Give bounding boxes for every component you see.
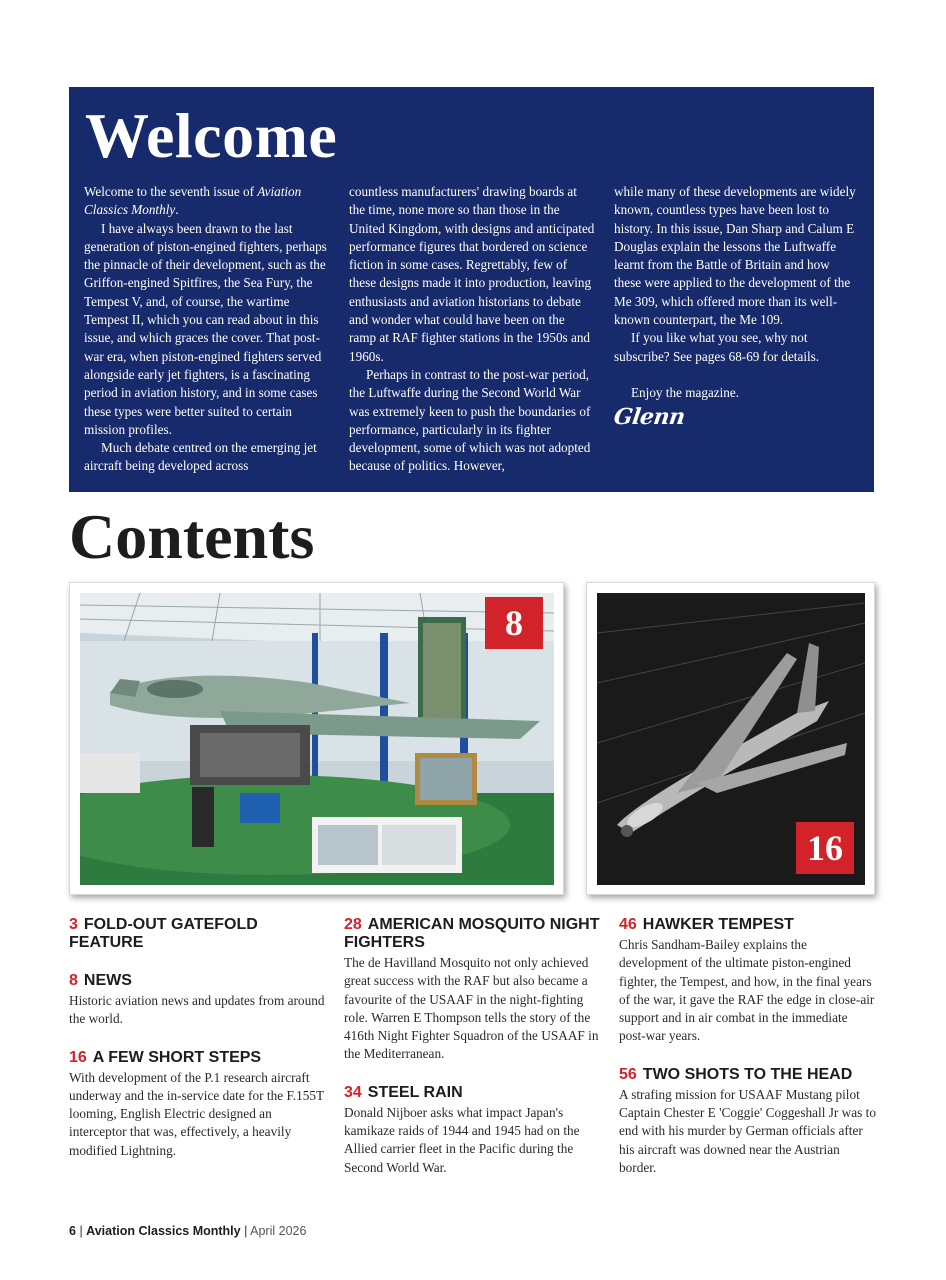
issue-date: April 2026	[250, 1224, 307, 1238]
entry-page-number: 28	[344, 916, 362, 933]
welcome-paragraph: Perhaps in contrast to the post-war period, the Luftwaffe during the Second World War was extremely keen to push the boundaries of performance, particularly in its fighter development, some of which was not adopted because of politics. However,	[349, 366, 591, 474]
magazine-title: Aviation Classics Monthly	[86, 1224, 241, 1238]
entry-page-number: 34	[344, 1083, 362, 1101]
page-badge-16: 16	[796, 822, 854, 874]
jet-model-photo	[597, 593, 865, 885]
contents-entry[interactable]	[69, 916, 327, 952]
entry-description: The de Havilland Mosquito not only achieved great success with the RAF but also became a favourite of the USAAF in the night-fighting role. Warren E Thompson tells the story of the 416th Night Fighter Squadron of the USAAF in the Mediterranean.	[344, 955, 599, 1062]
contents-entry[interactable]	[69, 972, 327, 1029]
entry-title: STEEL RAIN	[367, 1083, 463, 1101]
entry-title: NEWS	[83, 972, 132, 989]
entry-page-number: 8	[69, 972, 78, 989]
entry-heading	[344, 1084, 602, 1102]
entry-title: HAWKER TEMPEST	[642, 916, 794, 933]
contents-title: Contents	[69, 501, 315, 572]
page-footer	[69, 1224, 306, 1238]
entry-heading	[619, 916, 877, 934]
entry-description: A strafing mission for USAAF Mustang pilot Captain Chester E 'Coggie' Coggeshall Jr was to end with his murder by German officials after his aircraft was downed near the Austrian border.	[619, 1086, 877, 1175]
museum-aircraft-photo	[80, 593, 554, 885]
entry-page-number: 56	[619, 1065, 637, 1083]
entry-heading	[69, 1049, 327, 1067]
entry-heading	[69, 916, 327, 952]
welcome-title: Welcome	[85, 100, 338, 171]
photo-frame-jet	[586, 582, 875, 895]
entry-page-number: 16	[69, 1048, 87, 1066]
entry-description: Chris Sandham-Bailey explains the development of the ultimate piston-engined fighter, the Tempest, and how, in the final years of the war, it gave the RAF the edge in close-air support and in air combat in the immediate post-war years.	[619, 937, 875, 1044]
entry-description: Donald Nijboer asks what impact Japan's kamikaze raids of 1944 and 1945 had on the Allied carrier fleet in the Pacific during the Second World War.	[344, 1104, 580, 1175]
welcome-intro	[84, 183, 330, 220]
footer-separator: |	[79, 1224, 83, 1238]
museum-aircraft-illustration	[80, 593, 554, 885]
welcome-paragraph: countless manufacturers' drawing boards at the time, none more so than those in the United Kingdom, with designs and anticipated performance figures that bordered on science fiction in some cases. Regrettably, few of these designs made it into production, leaving enthusiasts and aviation historians to debate and wonder what could have been on the ramp at RAF fighter stations in the 1950s and 1960s.	[349, 184, 595, 364]
welcome-intro-text: Welcome to the seventh issue of	[84, 184, 258, 199]
contents-entry[interactable]	[344, 1084, 602, 1177]
photo-frame-museum	[69, 582, 564, 895]
welcome-column-1	[84, 183, 330, 476]
entry-heading	[619, 1066, 877, 1084]
entry-description: With development of the P.1 research aircraft underway and the in-service date for the F.155T looming, English Electric designed an interceptor that was, effectively, a heavily modified Lightning.	[69, 1069, 324, 1158]
entry-page-number: 46	[619, 916, 637, 933]
contents-column-2	[344, 916, 602, 1197]
welcome-intro-end: .	[175, 202, 179, 218]
welcome-column-3	[614, 183, 860, 430]
entry-heading	[69, 972, 327, 990]
entry-title: AMERICAN MOSQUITO NIGHT FIGHTERS	[344, 916, 600, 951]
welcome-paragraph: Much debate centred on the emerging jet aircraft being developed across	[84, 440, 317, 474]
welcome-paragraph: I have always been drawn to the last generation of piston-engined fighters, perhaps the pinnacle of their development, such as the Griffon-engined Spitfires, the Sea Fury, the Tempest V, and, of course, the wartime Tempest II, which you can read about in this issue, and which graces the cover. That post-war era, when piston-engined fighters served alongside early jet fighters, is a fascinating period in aviation history, and in some cases these types were better suited to certain mission profiles.	[84, 220, 327, 437]
welcome-paragraph: while many of these developments are widely known, countless types have been lost to history. In this issue, Dan Sharp and Calum E Douglas explain the lessons the Luftwaffe learnt from the Battle of Britain and how these were applied to the development of the Me 309, which offered more than its well-known counterpart, the Me 109.	[614, 184, 856, 328]
contents-entry[interactable]	[619, 1066, 877, 1177]
entry-title: A FEW SHORT STEPS	[92, 1048, 262, 1066]
magazine-name-italic: Aviation Classics Monthly	[84, 184, 302, 218]
entry-title: TWO SHOTS TO THE HEAD	[642, 1065, 853, 1083]
page-number: 6	[69, 1224, 76, 1238]
contents-entry[interactable]	[69, 1049, 327, 1160]
welcome-paragraph: If you like what you see, why not subscribe? See pages 68-69 for details.	[614, 330, 820, 364]
footer-separator: |	[244, 1224, 248, 1238]
entry-description: Historic aviation news and updates from around the world.	[69, 993, 325, 1027]
editor-signature: Glenn	[612, 404, 687, 431]
contents-column-3	[619, 916, 877, 1197]
contents-column-1	[69, 916, 327, 1180]
entry-title: FOLD-OUT GATEFOLD FEATURE	[69, 916, 258, 951]
entry-heading	[344, 916, 602, 952]
welcome-panel	[69, 87, 874, 492]
contents-entry[interactable]	[619, 916, 877, 1046]
contents-entry[interactable]	[344, 916, 602, 1064]
entry-page-number: 3	[69, 916, 78, 933]
welcome-column-2	[349, 183, 595, 476]
welcome-signoff: Enjoy the magazine.	[631, 384, 740, 400]
page-badge-8: 8	[485, 597, 543, 649]
